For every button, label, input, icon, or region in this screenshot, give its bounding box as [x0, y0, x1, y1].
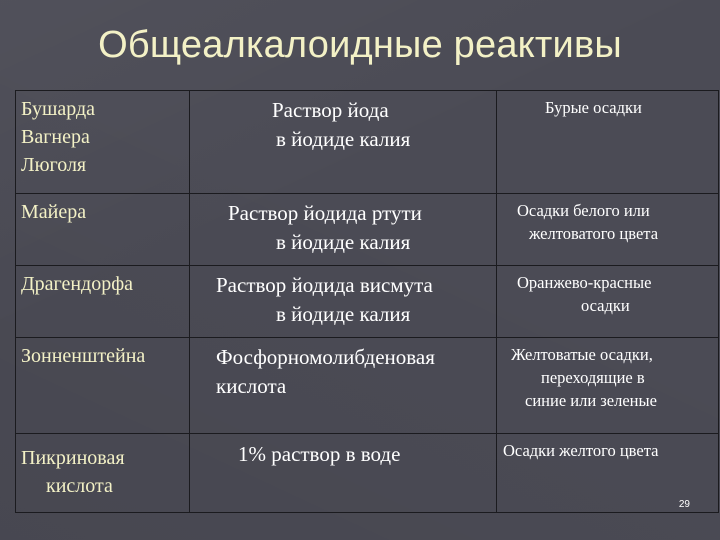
reagent-name: Бушарда	[21, 98, 96, 120]
result-line: Осадки желтого цвета	[503, 441, 659, 460]
reagent-name: Вагнера	[21, 126, 90, 148]
table-row	[16, 91, 719, 194]
result-line: желтоватого цвета	[529, 224, 659, 243]
composition-line: кислота	[216, 374, 287, 398]
composition-cell	[190, 91, 497, 194]
reagent-name: Майера	[21, 201, 87, 223]
table-row	[16, 266, 719, 338]
reagent-name: Люголя	[21, 154, 87, 176]
composition-line: Раствор йодида ртути	[228, 201, 422, 225]
reagent-name-cell	[16, 338, 190, 434]
page-number: 29	[678, 499, 690, 510]
reagent-name-cell	[16, 434, 190, 513]
composition-cell	[190, 338, 497, 434]
composition-line: Раствор йодида висмута	[216, 273, 433, 297]
reagents-table	[15, 90, 719, 513]
reagent-name-cell	[16, 194, 190, 266]
composition-cell	[190, 194, 497, 266]
result-line: Желтоватые осадки,	[511, 345, 653, 364]
reagent-name: кислота	[46, 475, 113, 497]
slide-title: Общеалкалоидные реактивы	[98, 24, 622, 66]
composition-cell	[190, 266, 497, 338]
composition-line: в йодиде калия	[276, 127, 411, 151]
table-row	[16, 338, 719, 434]
composition-line: в йодиде калия	[276, 230, 411, 254]
table-row	[16, 434, 719, 513]
result-line: синие или зеленые	[525, 391, 657, 410]
result-cell	[497, 338, 719, 434]
result-cell	[497, 194, 719, 266]
reagent-name: Зонненштейна	[21, 345, 146, 367]
result-line: Осадки белого или	[517, 201, 650, 220]
composition-line: в йодиде калия	[276, 302, 411, 326]
composition-line: Фосфорномолибденовая	[216, 345, 435, 369]
reagent-name-cell	[16, 266, 190, 338]
composition-cell	[190, 434, 497, 513]
reagent-name: Пикриновая	[21, 447, 125, 469]
result-line: осадки	[581, 296, 630, 315]
composition-line: 1% раствор в воде	[238, 442, 401, 466]
result-cell	[497, 91, 719, 194]
result-cell	[497, 266, 719, 338]
result-line: Оранжево-красные	[517, 273, 652, 292]
table-row	[16, 194, 719, 266]
result-line: переходящие в	[541, 368, 645, 387]
reagent-name-cell	[16, 91, 190, 194]
result-line: Бурые осадки	[545, 98, 642, 117]
composition-line: Раствор йода	[272, 98, 389, 122]
reagent-name: Драгендорфа	[21, 273, 134, 295]
